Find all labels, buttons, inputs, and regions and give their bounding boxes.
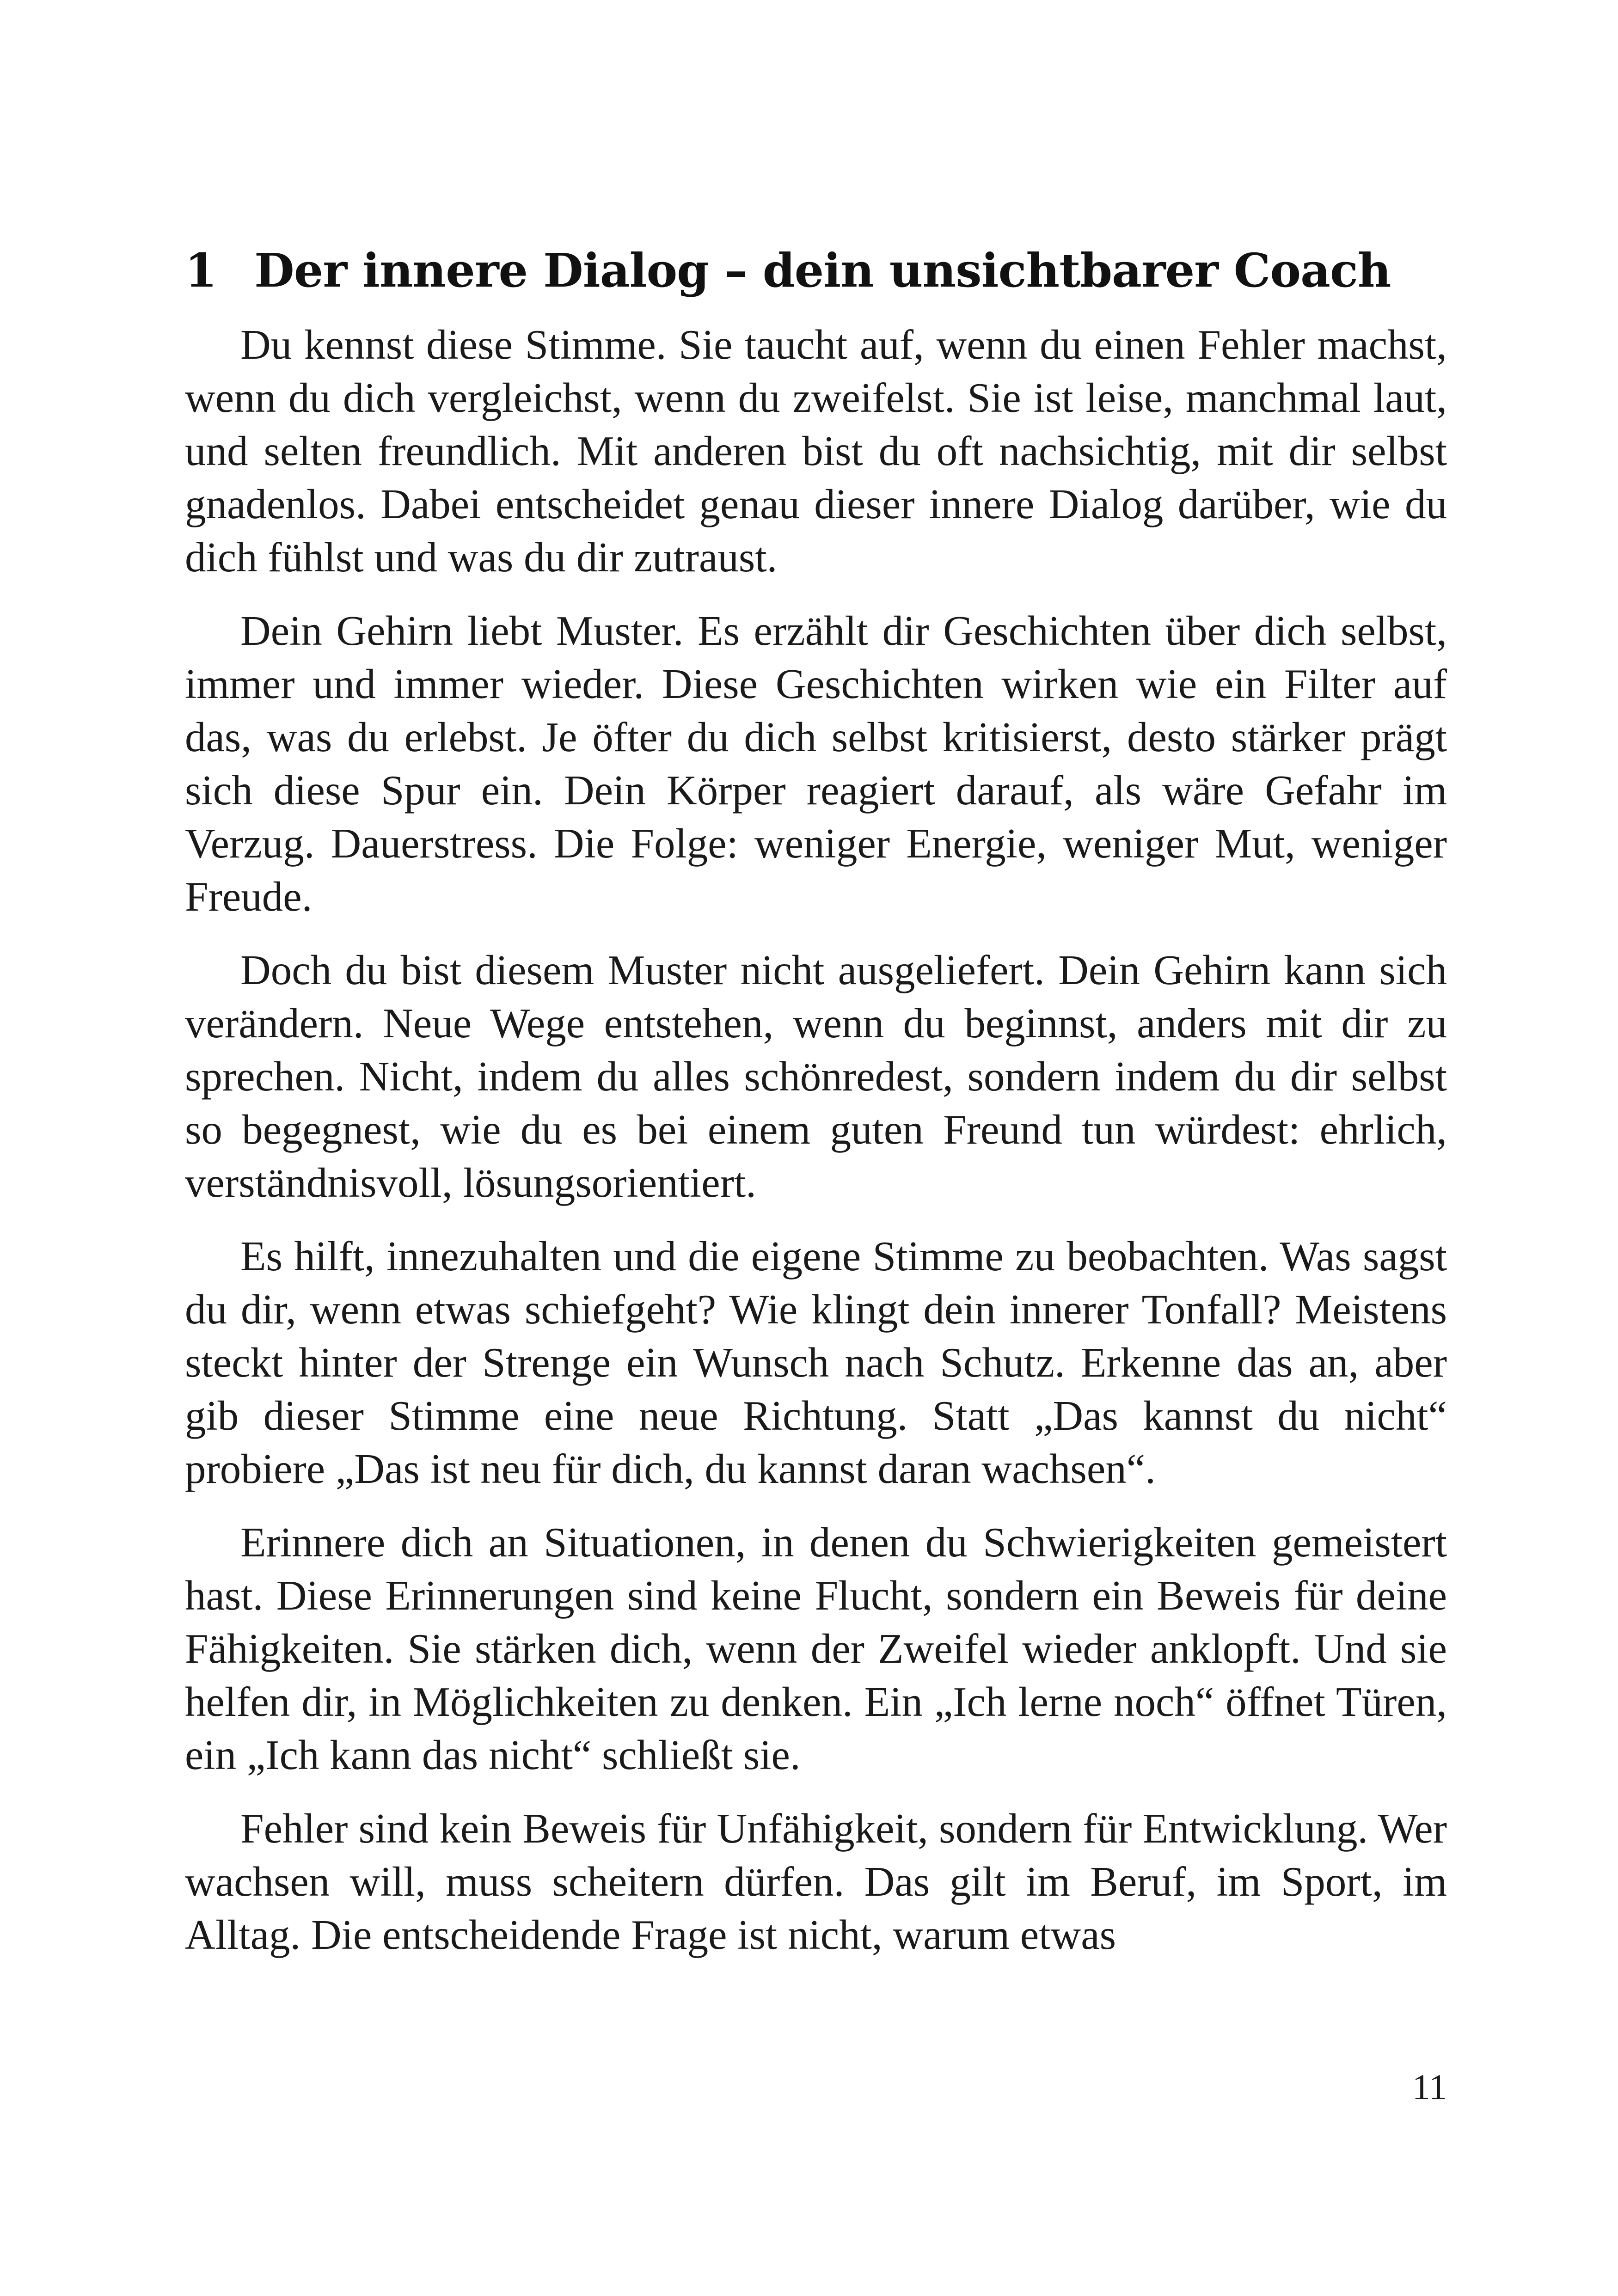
page-number: 11: [1412, 2067, 1447, 2107]
page-content: [185, 240, 1447, 1961]
paragraph-3: Doch du bist diesem Muster nicht ausgeliefert. Dein Gehirn kann sich verändern. Neue Wege entstehen, wenn du beginnst, anders mit dir zu sprechen. Nicht, indem du alles schönredest, sondern indem du dir selbst so begegnest, wie du es bei einem guten Freund tun würdest: ehrlich, verständnisvoll, lösungsorientiert.: [185, 947, 1447, 1206]
paragraph-2: Dein Gehirn liebt Muster. Es erzählt dir Geschichten über dich selbst, immer und immer wieder. Diese Geschichten wirken wie ein Filter auf das, was du erlebst. Je öfter du dich selbst kritisierst, desto stärker prägt sich diese Spur ein. Dein Körper reagiert darauf, als wäre Gefahr im Verzug. Dauerstress. Die Folge: weniger Energie, weniger Mut, weniger Freude.: [185, 607, 1447, 920]
paragraph-5: Erinnere dich an Situationen, in denen du Schwierigkeiten gemeistert hast. Diese Erinnerungen sind keine Flucht, sondern ein Beweis für deine Fähigkeiten. Sie stärken dich, wenn der Zweifel wieder anklopft. Und sie helfen dir, in Möglichkeiten zu denken. Ein „Ich lerne noch“ öffnet Türen, ein „Ich kann das nicht“ schließt sie.: [185, 1519, 1447, 1778]
paragraph-6: Fehler sind kein Beweis für Unfähigkeit, sondern für Entwicklung. Wer wachsen will, muss scheitern dürfen. Das gilt im Beruf, im Sport, im Alltag. Die entscheidende Frage ist nicht, warum etwas: [185, 1805, 1447, 1958]
chapter-number: 1: [185, 243, 217, 298]
paragraph-4: Es hilft, innezuhalten und die eigene Stimme zu beobachten. Was sagst du dir, wenn etwas schiefgeht? Wie klingt dein innerer Tonfall? Meistens steckt hinter der Strenge ein Wunsch nach Schutz. Erkenne das an, aber gib dieser Stimme eine neue Richtung. Statt „Das kannst du nicht“ probiere „Das ist neu für dich, du kannst daran wachsen“.: [185, 1233, 1447, 1492]
chapter-heading: [185, 240, 1447, 300]
chapter-title: Der innere Dialog – dein unsichtbarer Coach: [254, 243, 1391, 298]
paragraph-1: Du kennst diese Stimme. Sie taucht auf, wenn du einen Fehler machst, wenn du dich vergleichst, wenn du zweifelst. Sie ist leise, manchmal laut, und selten freundlich. Mit anderen bist du oft nachsichtig, mit dir selbst gnadenlos. Dabei entscheidet genau dieser innere Dialog darüber, wie du dich fühlst und was du dir zutraust.: [185, 321, 1447, 581]
